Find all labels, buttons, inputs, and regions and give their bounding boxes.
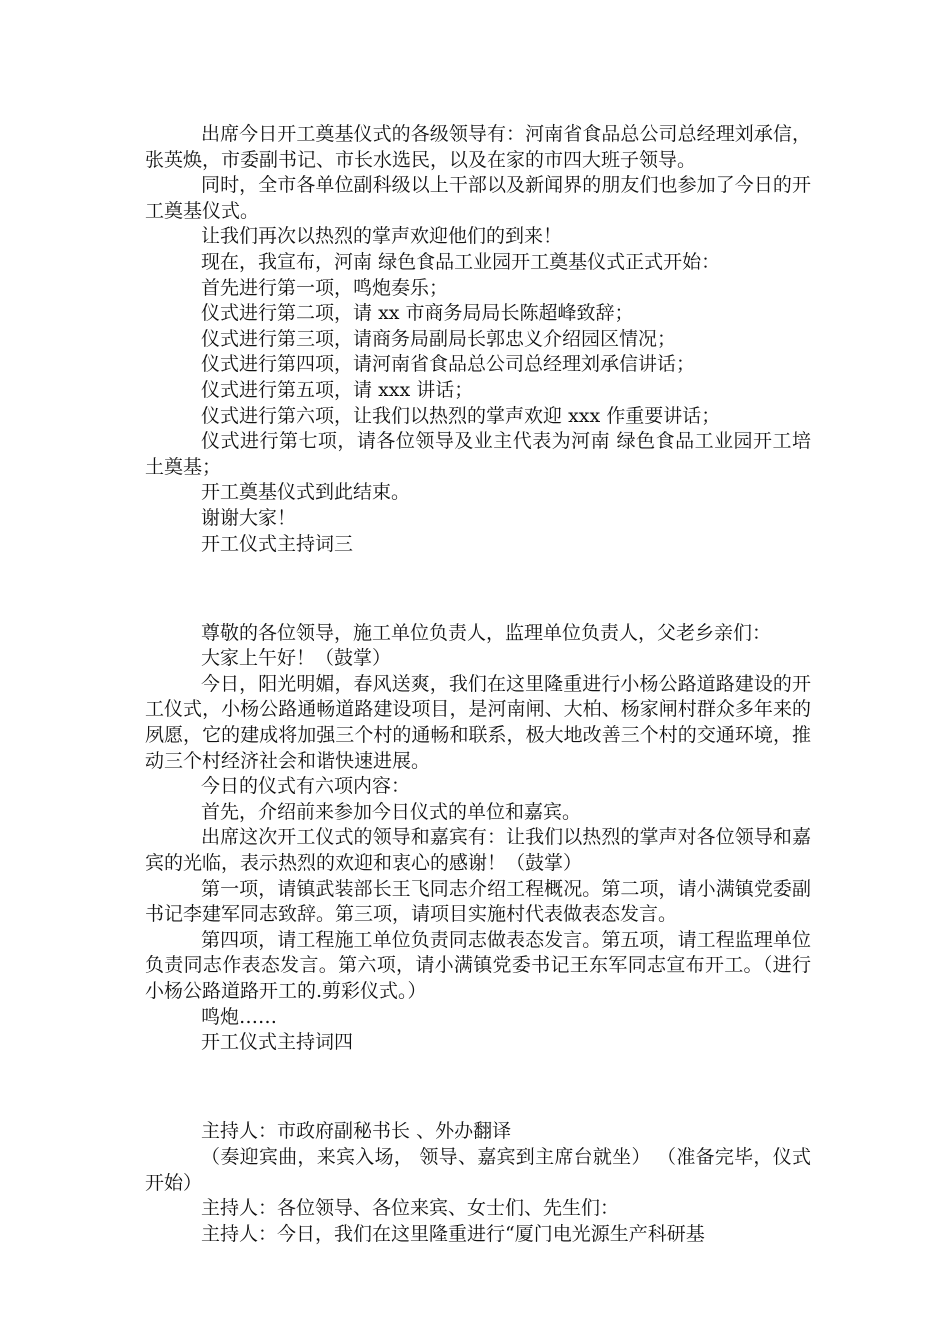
paragraph: 仪式进行第四项，请河南省食品总公司总经理刘承信讲话； <box>201 353 696 376</box>
paragraph: 首先，介绍前来参加今日仪式的单位和嘉宾。 <box>201 800 582 823</box>
blank-line <box>145 1075 811 1101</box>
paragraph: 现在，我宣布，河南 绿色食品工业园开工奠基仪式正式开始： <box>201 250 721 273</box>
paragraph: 出席这次开工仪式的领导和嘉宾有：让我们以热烈的掌声对各位领导和嘉宾的光临，表示热烈的欢迎和衷心的感谢！（鼓掌） <box>145 826 811 875</box>
paragraph: 大家上午好！（鼓掌） <box>201 647 392 670</box>
paragraph: 让我们再次以热烈的掌声欢迎他们的到来！ <box>201 225 563 248</box>
paragraph: （奏迎宾曲，来宾入场， 领导、嘉宾到主席台就坐） （准备完毕，仪式开始） <box>145 1145 811 1194</box>
paragraph: 今日，阳光明媚，春风送爽，我们在这里隆重进行小杨公路道路建设的开工仪式，小杨公路通畅道路建设项目，是河南闸、大柏、杨家闸村群众多年来的夙愿，它的建成将加强三个村的通畅和联系，极大地改善三个村的交通环境，推动三个村经济社会和谐快速进展。 <box>145 672 811 772</box>
paragraph: 尊敬的各位领导，施工单位负责人，监理单位负责人，父老乡亲们： <box>201 621 772 644</box>
paragraph: 主持人：今日，我们在这里隆重进行“厦门电光源生产科研基 <box>201 1222 705 1245</box>
paragraph: 仪式进行第六项，让我们以热烈的掌声欢迎 xxx 作重要讲话； <box>201 404 721 427</box>
blank-line <box>145 576 811 602</box>
paragraph: 今日的仪式有六项内容： <box>201 775 411 798</box>
paragraph: 出席今日开工奠基仪式的各级领导有：河南省食品总公司总经理刘承信， 张英焕，市委副书记、市长水选民，以及在家的市四大班子领导。 <box>145 123 811 171</box>
paragraph: 主持人：各位领导、各位来宾、女士们、先生们： <box>201 1197 620 1220</box>
paragraph: 仪式进行第五项，请 xxx 讲话； <box>201 378 474 401</box>
document-body <box>145 122 811 1247</box>
paragraph: 谢谢大家！ <box>201 506 297 529</box>
paragraph: 首先进行第一项，鸣炮奏乐； <box>201 276 449 299</box>
paragraph: 开工奠基仪式到此结束。 <box>201 481 411 504</box>
paragraph: 第四项，请工程施工单位负责同志做表态发言。第五项，请工程监理单位负责同志作表态发言。第六项，请小满镇党委书记王东军同志宣布开工。（进行小杨公路道路开工的.剪彩仪式。） <box>145 928 811 1002</box>
section-heading: 开工仪式主持词四 <box>201 1031 354 1054</box>
section-heading: 开工仪式主持词三 <box>201 532 354 555</box>
paragraph: 仪式进行第二项，请 xx 市商务局局长陈超峰致辞； <box>201 302 634 325</box>
paragraph: 同时，全市各单位副科级以上干部以及新闻界的朋友们也参加了今日的开工奠基仪式。 <box>145 174 811 222</box>
paragraph: 鸣炮…… <box>201 1005 278 1028</box>
paragraph: 第一项，请镇武装部长王飞同志介绍工程概况。第二项，请小满镇党委副书记李建军同志致辞。第三项，请项目实施村代表做表态发言。 <box>145 877 811 926</box>
paragraph: 仪式进行第三项，请商务局副局长郭忠义介绍园区情况； <box>201 327 677 350</box>
paragraph: 仪式进行第七项，请各位领导及业主代表为河南 绿色食品工业园开工培土奠基； <box>145 430 811 478</box>
paragraph: 主持人：市政府副秘书长 、外办翻译 <box>201 1120 512 1143</box>
